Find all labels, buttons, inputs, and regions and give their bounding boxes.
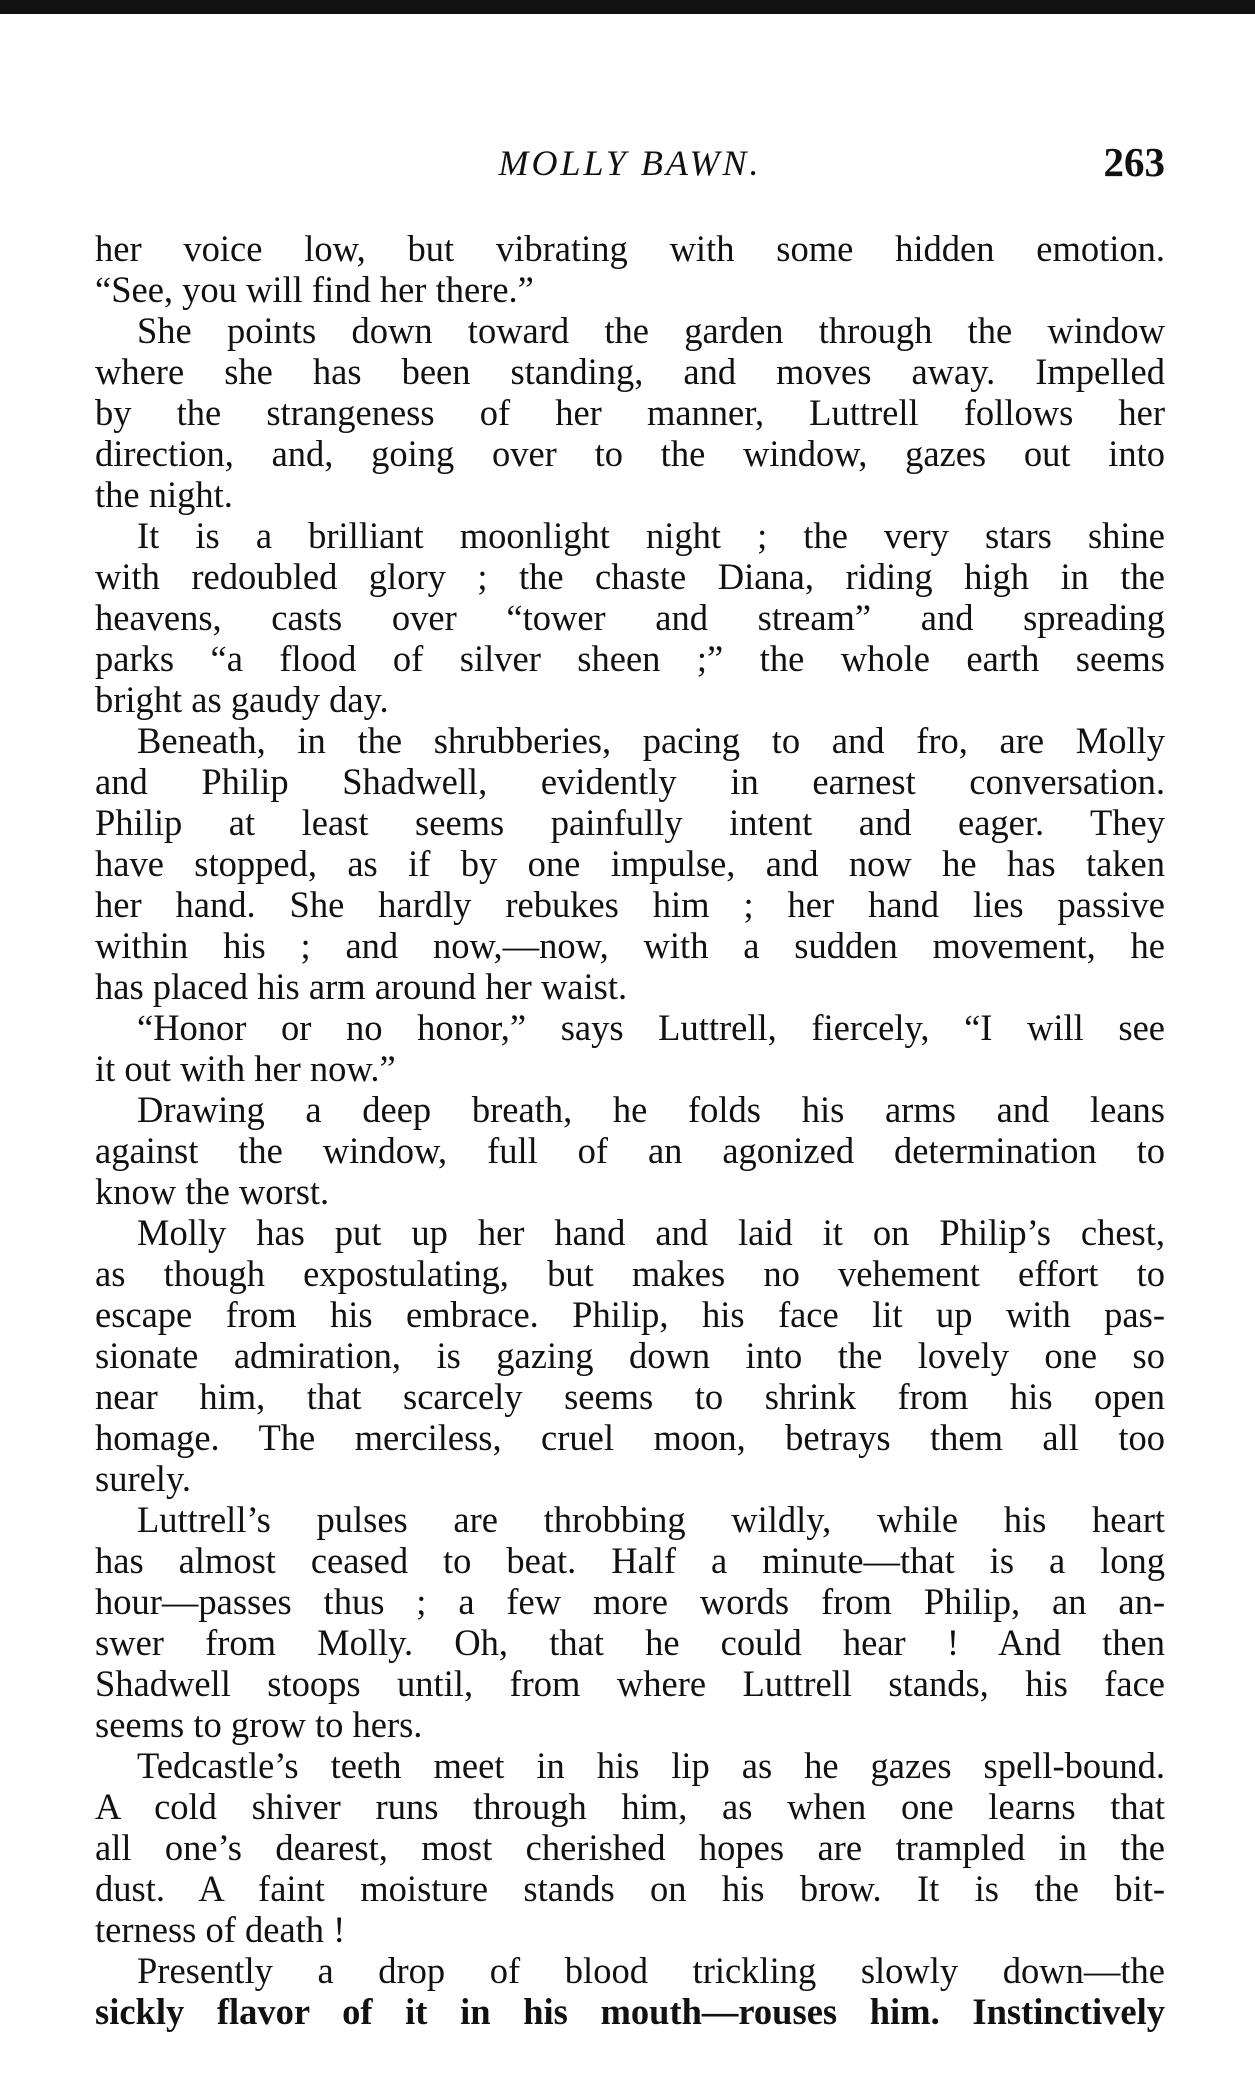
text-line: where she has been standing, and moves away. Impelled (95, 351, 1165, 392)
text-line: all one’s dearest, most cherished hopes are trampled in the (95, 1827, 1165, 1868)
text-line: sickly flavor of it in his mouth—rouses him. Instinctively (95, 1991, 1165, 2032)
text-line: has almost ceased to beat. Half a minute—that is a long (95, 1540, 1165, 1581)
text-line: her voice low, but vibrating with some hidden emotion. (95, 228, 1165, 269)
text-line: heavens, casts over “tower and stream” and spreading (95, 597, 1165, 638)
text-line: and Philip Shadwell, evidently in earnest conversation. (95, 761, 1165, 802)
text-line: seems to grow to hers. (95, 1704, 423, 1745)
text-line: against the window, full of an agonized determination to (95, 1130, 1165, 1171)
page-header (95, 138, 1165, 188)
text-line: Beneath, in the shrubberies, pacing to and fro, are Molly (137, 720, 1165, 761)
text-line: direction, and, going over to the window, gazes out into (95, 433, 1165, 474)
text-line: sionate admiration, is gazing down into the lovely one so (95, 1335, 1165, 1376)
text-line: with redoubled glory ; the chaste Diana, riding high in the (95, 556, 1165, 597)
running-title: MOLLY BAWN. (498, 143, 762, 183)
text-line: Luttrell’s pulses are throbbing wildly, while his heart (137, 1499, 1165, 1540)
text-line: homage. The merciless, cruel moon, betrays them all too (95, 1417, 1165, 1458)
text-line: It is a brilliant moonlight night ; the very stars shine (137, 515, 1165, 556)
text-line: A cold shiver runs through him, as when one learns that (95, 1786, 1165, 1827)
text-line: as though expostulating, but makes no vehement effort to (95, 1253, 1165, 1294)
text-line: it out with her now.” (95, 1048, 396, 1089)
text-line: within his ; and now,—now, with a sudden movement, he (95, 925, 1165, 966)
body-text (95, 228, 1165, 2032)
text-line: by the strangeness of her manner, Luttrell follows her (95, 392, 1165, 433)
page-number: 263 (1103, 139, 1165, 185)
text-line: have stopped, as if by one impulse, and now he has taken (95, 843, 1165, 884)
text-line: “See, you will find her there.” (95, 269, 534, 310)
text-line: dust. A faint moisture stands on his brow. It is the bit- (95, 1868, 1165, 1909)
text-line: She points down toward the garden through the window (137, 310, 1165, 351)
text-line: Molly has put up her hand and laid it on Philip’s chest, (137, 1212, 1165, 1253)
text-line: Drawing a deep breath, he folds his arms and leans (137, 1089, 1165, 1130)
text-line: Tedcastle’s teeth meet in his lip as he gazes spell-bound. (137, 1745, 1165, 1786)
text-line: has placed his arm around her waist. (95, 966, 628, 1007)
text-line: “Honor or no honor,” says Luttrell, fiercely, “I will see (137, 1007, 1165, 1048)
text-line: the night. (95, 474, 233, 515)
text-line: Presently a drop of blood trickling slowly down—the (137, 1950, 1165, 1991)
text-line: Philip at least seems painfully intent and eager. They (95, 802, 1165, 843)
text-line: bright as gaudy day. (95, 679, 389, 720)
text-line: parks “a flood of silver sheen ;” the whole earth seems (95, 638, 1165, 679)
text-line: Shadwell stoops until, from where Luttrell stands, his face (95, 1663, 1165, 1704)
text-line: terness of death ! (95, 1909, 346, 1950)
text-line: hour—passes thus ; a few more words from Philip, an an- (95, 1581, 1165, 1622)
text-line: know the worst. (95, 1171, 330, 1212)
top-rule (0, 0, 1255, 14)
text-line: escape from his embrace. Philip, his face lit up with pas- (95, 1294, 1165, 1335)
text-line: near him, that scarcely seems to shrink from his open (95, 1376, 1165, 1417)
text-line: her hand. She hardly rebukes him ; her hand lies passive (95, 884, 1165, 925)
text-line: swer from Molly. Oh, that he could hear ! And then (95, 1622, 1165, 1663)
text-line: surely. (95, 1458, 191, 1499)
